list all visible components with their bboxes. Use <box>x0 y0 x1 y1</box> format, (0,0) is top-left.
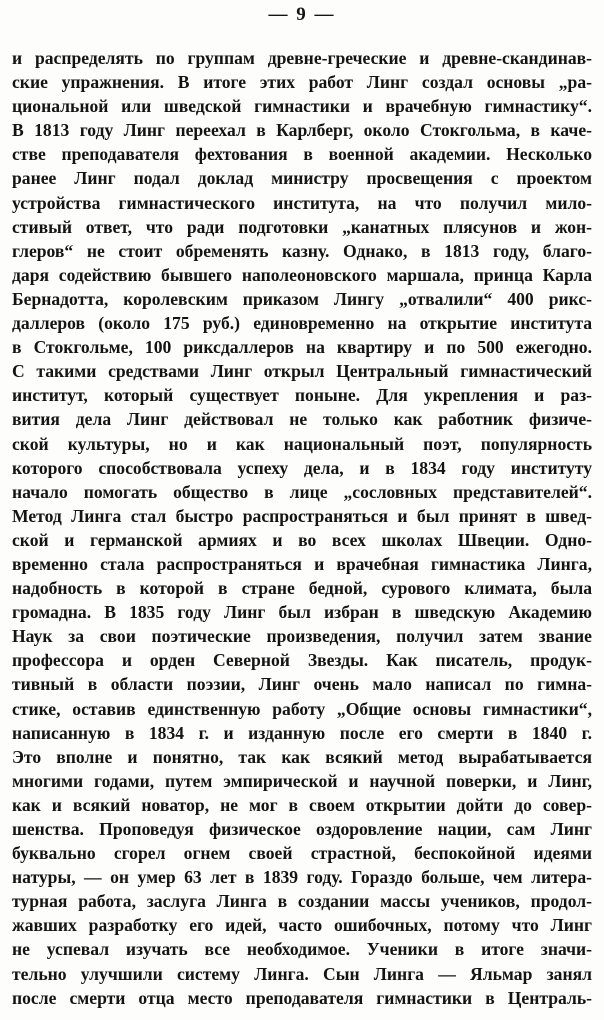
text-line: ской культуры, но и как национальный поэт, популярность <box>12 433 592 454</box>
text-line: буквально сгорел огнем своей страстной, беспокойной идеями <box>12 843 592 864</box>
text-line: не успевал изучать все необходимое. Ученики в итоге значи- <box>12 939 592 960</box>
text-line: многими годами, путем эмпирической и научной поверки, и Линг, <box>12 770 592 791</box>
text-line: Метод Линга стал быстро распространяться и был принят в швед- <box>12 505 592 526</box>
text-line: ранее Линг подал доклад министру просвещения с проектом <box>12 168 592 189</box>
text-line: Это вполне и понятно, так как всякий метод вырабатывается <box>12 746 592 767</box>
text-line: после смерти отца место преподавателя гимнастики в Централь- <box>12 987 592 1008</box>
text-line: стивый ответ, что ради подготовки „канатных плясунов и жон- <box>12 216 592 237</box>
text-line: турная работа, заслуга Линга в создании массы учеников, продол- <box>12 891 592 912</box>
text-line: тивный в области поэзии, Линг очень мало написал по гимна- <box>12 674 592 695</box>
text-line: Наук за свои поэтические произведения, получил затем звание <box>12 626 592 647</box>
text-line: жавших разработку его идей, часто ошибочных, потому что Линг <box>12 915 592 936</box>
text-line: ские упражнения. В итоге этих работ Линг создал основы „ра- <box>12 72 592 93</box>
text-line: устройства гимнастического института, на что получил мило- <box>12 192 592 213</box>
text-line: временно стала распространяться и врачебная гимнастика Линга, <box>12 553 592 574</box>
text-line: натуры, — он умер 63 лет в 1839 году. Гораздо больше, чем литера- <box>12 867 592 888</box>
text-line: стике, оставив единственную работу „Общие основы гимнастики“, <box>12 698 592 719</box>
text-line: как и всякий новатор, не мог в своем открытии дойти до совер- <box>12 794 592 815</box>
text-line: громадна. В 1835 году Линг был избран в шведскую Академию <box>12 602 592 623</box>
text-line: институт, который существует поныне. Для укрепления и раз- <box>12 385 592 406</box>
text-line: ской и германской армиях и во всех школах Швеции. Одно- <box>12 529 592 550</box>
text-line: циональной или шведской гимнастики и врачебную гимнастику“. <box>12 96 592 117</box>
text-line: и распределять по группам древне-греческие и древне-скандинав- <box>12 48 592 68</box>
page-number: — 9 — <box>268 4 336 25</box>
text-line: профессора и орден Северной Звезды. Как писатель, продук- <box>12 650 592 671</box>
text-line: даря содействию бывшего наполеоновского маршала, принца Карла <box>12 264 592 285</box>
text-line: В 1813 году Линг переехал в Карлберг, около Стокгольма, в каче- <box>12 120 592 141</box>
text-line: глеров“ не стоит обременять казну. Однако, в 1813 году, благо- <box>12 240 592 261</box>
text-line: в Стокгольме, 100 риксдаллеров на квартиру и по 500 ежегодно. <box>12 337 592 358</box>
text-line: С такими средствами Линг открыл Центральный гимнастический <box>12 361 592 382</box>
text-line: стве преподавателя фехтования в военной академии. Несколько <box>12 144 592 165</box>
text-line: шенства. Проповедуя физическое оздоровление нации, сам Линг <box>12 819 592 839</box>
text-line: вития дела Линг действовал не только как работник физиче- <box>12 409 592 430</box>
text-line: начало помогать общество в лице „сословных представителей“. <box>12 481 592 502</box>
body-text <box>12 46 592 1010</box>
text-line: написанную в 1834 г. и изданную после его смерти в 1840 г. <box>12 722 592 743</box>
text-line: которого способствовала успеху дела, и в 1834 году институту <box>12 457 592 478</box>
text-line: тельно улучшили систему Линга. Сын Линга — Яльмар занял <box>12 963 592 984</box>
text-line: надобность в которой в стране бедной, сурового климата, была <box>12 578 592 599</box>
text-line: Бернадотта, королевским приказом Лингу „отвалили“ 400 рикс- <box>12 288 592 309</box>
text-line: даллеров (около 175 руб.) единовременно на открытие института <box>12 313 592 334</box>
